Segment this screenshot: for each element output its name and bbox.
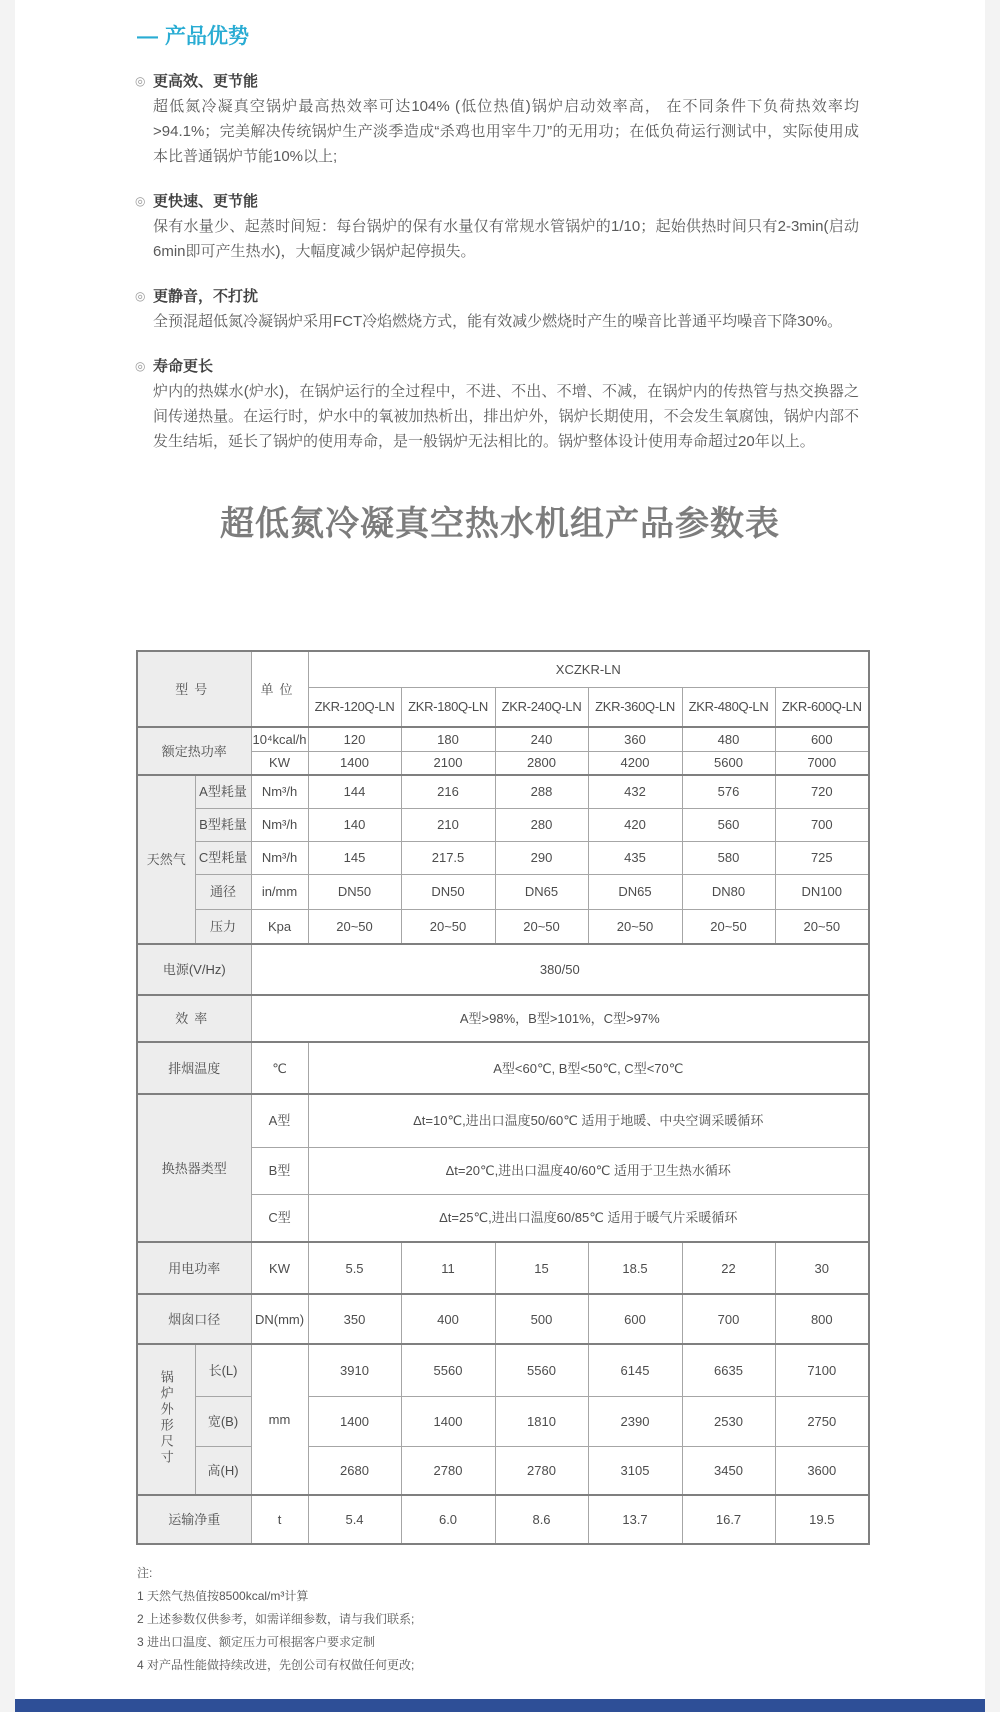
table-row bbox=[137, 995, 869, 1042]
advantage-body: 保有水量少、起蒸时间短：每台锅炉的保有水量仅有常规水管锅炉的1/10；起始供热时间只有2-3min(启动6min即可产生热水)，大幅度减少锅炉起停损失。 bbox=[153, 218, 859, 260]
unit-label-cell: 单位 bbox=[251, 651, 308, 727]
value-cell: 432 bbox=[588, 775, 682, 808]
value-cell: 5560 bbox=[401, 1344, 495, 1396]
sub-label-cell: A型 bbox=[251, 1094, 308, 1147]
note-line: 1 天然气热值按8500kcal/m³计算 bbox=[137, 1589, 309, 1603]
model-cell: ZKR-180Q-LN bbox=[401, 687, 495, 727]
sub-label-cell: 宽(B) bbox=[195, 1396, 251, 1446]
table-row bbox=[137, 1344, 869, 1396]
span-value-cell: Δt=25℃,进出口温度60/85℃ 适用于暖气片采暖循环 bbox=[308, 1194, 869, 1242]
sub-label-cell: 高(H) bbox=[195, 1446, 251, 1495]
section-heading bbox=[137, 24, 847, 49]
value-cell: 19.5 bbox=[775, 1495, 869, 1544]
value-cell: 435 bbox=[588, 841, 682, 874]
table-row bbox=[137, 1495, 869, 1544]
value-cell: 144 bbox=[308, 775, 401, 808]
advantage-item bbox=[137, 284, 847, 334]
value-cell: 180 bbox=[401, 727, 495, 751]
value-cell: 210 bbox=[401, 808, 495, 841]
value-cell: 576 bbox=[682, 775, 775, 808]
value-cell: 2800 bbox=[495, 751, 588, 775]
row-label-cell: 排烟温度 bbox=[137, 1042, 251, 1094]
table-row bbox=[137, 727, 869, 751]
sub-label-cell: A型耗量 bbox=[195, 775, 251, 808]
value-cell: 20~50 bbox=[775, 909, 869, 944]
sub-label-cell: B型耗量 bbox=[195, 808, 251, 841]
value-cell: 22 bbox=[682, 1242, 775, 1294]
value-cell: 8.6 bbox=[495, 1495, 588, 1544]
section-heading-text: 产品优势 bbox=[165, 25, 249, 48]
value-cell: 480 bbox=[682, 727, 775, 751]
sub-label-cell: 压力 bbox=[195, 909, 251, 944]
advantage-title: 更高效、更节能 bbox=[153, 73, 259, 90]
model-label-cell: 型号 bbox=[137, 651, 251, 727]
unit-cell: t bbox=[251, 1495, 308, 1544]
row-label-cell: 效率 bbox=[137, 995, 251, 1042]
advantage-title: 寿命更长 bbox=[153, 358, 214, 375]
value-cell: 600 bbox=[588, 1294, 682, 1344]
advantage-item bbox=[135, 69, 859, 169]
notes-heading: 注: bbox=[137, 1566, 153, 1580]
advantage-body: 全预混超低氮冷凝锅炉采用FCT冷焰燃烧方式，能有效减少燃烧时产生的噪音比普通平均噪音下降30%。 bbox=[153, 313, 843, 330]
vertical-label: 锅炉外形尺寸 bbox=[158, 1369, 174, 1466]
value-cell: DN65 bbox=[495, 874, 588, 909]
value-cell: 5600 bbox=[682, 751, 775, 775]
model-cell: ZKR-600Q-LN bbox=[775, 687, 869, 727]
value-cell: 20~50 bbox=[495, 909, 588, 944]
advantage-body: 超低氮冷凝真空锅炉最高热效率可达104% (低位热值)锅炉启动效率高， 在不同条件下负荷热效率均>94.1%；完美解决传统锅炉生产淡季造成“杀鸡也用宰牛刀”的无用功；在低负荷运行测试中，实际使用成本比普通锅炉节能10%以上; bbox=[153, 98, 859, 165]
table-row bbox=[137, 1396, 869, 1446]
value-cell: 20~50 bbox=[308, 909, 401, 944]
value-cell: 500 bbox=[495, 1294, 588, 1344]
value-cell: DN50 bbox=[401, 874, 495, 909]
value-cell: 3600 bbox=[775, 1446, 869, 1495]
spec-table bbox=[136, 650, 870, 1545]
bullet-icon: ◎ bbox=[135, 74, 146, 88]
value-cell: DN80 bbox=[682, 874, 775, 909]
value-cell: DN100 bbox=[775, 874, 869, 909]
value-cell: 140 bbox=[308, 808, 401, 841]
note-line: 2 上述参数仅供参考，如需详细参数，请与我们联系; bbox=[137, 1612, 415, 1626]
value-cell: 420 bbox=[588, 808, 682, 841]
value-cell: 2750 bbox=[775, 1396, 869, 1446]
table-row bbox=[137, 1042, 869, 1094]
value-cell: 217.5 bbox=[401, 841, 495, 874]
model-cell: ZKR-480Q-LN bbox=[682, 687, 775, 727]
row-label-cell: 用电功率 bbox=[137, 1242, 251, 1294]
value-cell: DN65 bbox=[588, 874, 682, 909]
unit-cell: Nm³/h bbox=[251, 808, 308, 841]
value-cell: 350 bbox=[308, 1294, 401, 1344]
unit-cell: DN(mm) bbox=[251, 1294, 308, 1344]
span-value-cell: A型>98%，B型>101%，C型>97% bbox=[251, 995, 869, 1042]
value-cell: 2680 bbox=[308, 1446, 401, 1495]
table-row bbox=[137, 874, 869, 909]
unit-cell: in/mm bbox=[251, 874, 308, 909]
value-cell: 720 bbox=[775, 775, 869, 808]
row-label-cell: 运输净重 bbox=[137, 1495, 251, 1544]
series-cell: XCZKR-LN bbox=[308, 651, 869, 687]
value-cell: 7100 bbox=[775, 1344, 869, 1396]
value-cell: 280 bbox=[495, 808, 588, 841]
note-line: 4 对产品性能做持续改进，先创公司有权做任何更改; bbox=[137, 1658, 415, 1672]
notes-section bbox=[137, 1562, 985, 1677]
value-cell: 3910 bbox=[308, 1344, 401, 1396]
table-row bbox=[137, 909, 869, 944]
value-cell: 6145 bbox=[588, 1344, 682, 1396]
page-title: 超低氮冷凝真空热水机组产品参数表 bbox=[220, 505, 780, 543]
value-cell: 700 bbox=[775, 808, 869, 841]
table-row bbox=[137, 1446, 869, 1495]
unit-cell: KW bbox=[251, 751, 308, 775]
value-cell: DN50 bbox=[308, 874, 401, 909]
value-cell: 11 bbox=[401, 1242, 495, 1294]
advantage-body: 炉内的热媒水(炉水)，在锅炉运行的全过程中，不进、不出、不增、不减，在锅炉内的传热管与热交换器之间传递热量。在运行时，炉水中的氧被加热析出，排出炉外，锅炉长期使用，不会发生氧腐蚀，锅炉内部不发生结垢，延长了锅炉的使用寿命，是一般锅炉无法相比的。锅炉整体设计使用寿命超过20年以上。 bbox=[153, 383, 859, 450]
value-cell: 360 bbox=[588, 727, 682, 751]
row-label-cell: 额定热功率 bbox=[137, 727, 251, 775]
advantages-section bbox=[15, 0, 859, 454]
unit-cell: mm bbox=[251, 1344, 308, 1495]
table-row bbox=[137, 775, 869, 808]
value-cell: 145 bbox=[308, 841, 401, 874]
row-label-cell: 烟囱口径 bbox=[137, 1294, 251, 1344]
value-cell: 216 bbox=[401, 775, 495, 808]
row-label-cell: 电源(V/Hz) bbox=[137, 944, 251, 995]
unit-cell: KW bbox=[251, 1242, 308, 1294]
unit-cell: Nm³/h bbox=[251, 841, 308, 874]
value-cell: 2100 bbox=[401, 751, 495, 775]
value-cell: 5.4 bbox=[308, 1495, 401, 1544]
value-cell: 4200 bbox=[588, 751, 682, 775]
group-label-cell bbox=[137, 1344, 195, 1495]
value-cell: 290 bbox=[495, 841, 588, 874]
table-row bbox=[137, 1094, 869, 1147]
value-cell: 580 bbox=[682, 841, 775, 874]
bullet-icon: ◎ bbox=[135, 359, 146, 373]
unit-cell: ℃ bbox=[251, 1042, 308, 1094]
value-cell: 20~50 bbox=[682, 909, 775, 944]
sub-label-cell: B型 bbox=[251, 1147, 308, 1194]
value-cell: 13.7 bbox=[588, 1495, 682, 1544]
value-cell: 1400 bbox=[308, 1396, 401, 1446]
span-value-cell: Δt=10℃,进出口温度50/60℃ 适用于地暖、中央空调采暖循环 bbox=[308, 1094, 869, 1147]
value-cell: 30 bbox=[775, 1242, 869, 1294]
value-cell: 20~50 bbox=[401, 909, 495, 944]
value-cell: 3105 bbox=[588, 1446, 682, 1495]
value-cell: 400 bbox=[401, 1294, 495, 1344]
value-cell: 600 bbox=[775, 727, 869, 751]
sub-label-cell: 通径 bbox=[195, 874, 251, 909]
table-row bbox=[137, 841, 869, 874]
heading-dash: — bbox=[137, 25, 158, 48]
sub-label-cell: C型 bbox=[251, 1194, 308, 1242]
value-cell: 3450 bbox=[682, 1446, 775, 1495]
table-row bbox=[137, 1242, 869, 1294]
span-value-cell: Δt=20℃,进出口温度40/60℃ 适用于卫生热水循环 bbox=[308, 1147, 869, 1194]
value-cell: 15 bbox=[495, 1242, 588, 1294]
table-header-row bbox=[137, 651, 869, 687]
unit-cell: Nm³/h bbox=[251, 775, 308, 808]
value-cell: 240 bbox=[495, 727, 588, 751]
value-cell: 7000 bbox=[775, 751, 869, 775]
value-cell: 1810 bbox=[495, 1396, 588, 1446]
model-cell: ZKR-240Q-LN bbox=[495, 687, 588, 727]
bullet-icon: ◎ bbox=[135, 289, 146, 303]
value-cell: 725 bbox=[775, 841, 869, 874]
group-label-cell: 天然气 bbox=[137, 775, 195, 944]
value-cell: 700 bbox=[682, 1294, 775, 1344]
advantage-title: 更静音，不打扰 bbox=[153, 288, 259, 305]
value-cell: 5.5 bbox=[308, 1242, 401, 1294]
model-cell: ZKR-360Q-LN bbox=[588, 687, 682, 727]
bullet-icon: ◎ bbox=[135, 194, 146, 208]
value-cell: 800 bbox=[775, 1294, 869, 1344]
advantage-item bbox=[135, 189, 859, 264]
value-cell: 20~50 bbox=[588, 909, 682, 944]
advantage-item bbox=[135, 354, 859, 454]
span-value-cell: 380/50 bbox=[251, 944, 869, 995]
span-value-cell: A型<60℃, B型<50℃, C型<70℃ bbox=[308, 1042, 869, 1094]
footer-bar bbox=[15, 1699, 985, 1712]
value-cell: 2780 bbox=[495, 1446, 588, 1495]
table-row bbox=[137, 944, 869, 995]
value-cell: 5560 bbox=[495, 1344, 588, 1396]
advantage-title: 更快速、更节能 bbox=[153, 193, 259, 210]
value-cell: 18.5 bbox=[588, 1242, 682, 1294]
value-cell: 2530 bbox=[682, 1396, 775, 1446]
value-cell: 6.0 bbox=[401, 1495, 495, 1544]
model-cell: ZKR-120Q-LN bbox=[308, 687, 401, 727]
value-cell: 2390 bbox=[588, 1396, 682, 1446]
value-cell: 1400 bbox=[401, 1396, 495, 1446]
sub-label-cell: 长(L) bbox=[195, 1344, 251, 1396]
value-cell: 2780 bbox=[401, 1446, 495, 1495]
value-cell: 120 bbox=[308, 727, 401, 751]
page bbox=[15, 0, 985, 1712]
value-cell: 1400 bbox=[308, 751, 401, 775]
table-row bbox=[137, 808, 869, 841]
note-line: 3 进出口温度、额定压力可根据客户要求定制 bbox=[137, 1635, 376, 1649]
value-cell: 16.7 bbox=[682, 1495, 775, 1544]
group-label-cell: 换热器类型 bbox=[137, 1094, 251, 1242]
value-cell: 560 bbox=[682, 808, 775, 841]
value-cell: 288 bbox=[495, 775, 588, 808]
value-cell: 6635 bbox=[682, 1344, 775, 1396]
table-row bbox=[137, 1294, 869, 1344]
unit-cell: Kpa bbox=[251, 909, 308, 944]
sub-label-cell: C型耗量 bbox=[195, 841, 251, 874]
unit-cell: 10⁴kcal/h bbox=[251, 727, 308, 751]
